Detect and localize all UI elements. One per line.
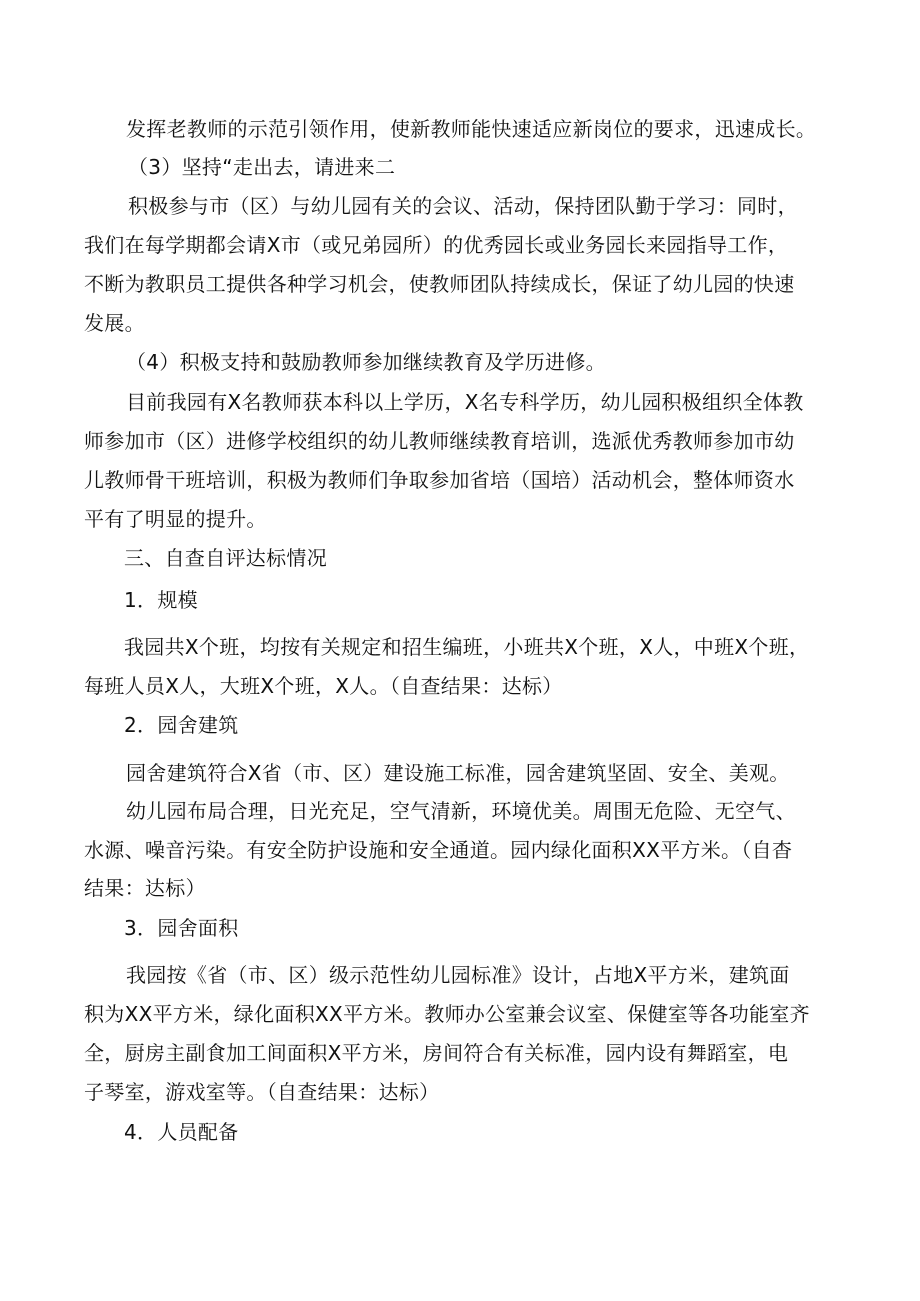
- text-line: 我园按《省（市、区）级示范性幼儿园标准》设计，占地X平方米，建筑面: [126, 963, 790, 987]
- subsection-heading: 1．规模: [124, 588, 198, 612]
- text-line: 每班人员X人，大班X个班，X人。（自查结果：达标）: [84, 674, 563, 698]
- text-line: 幼儿园布局合理，日光充足，空气清新，环境优美。周围无危险、无空气、: [126, 799, 796, 823]
- text-line: 我园共X个班，均按有关规定和招生编班，小班共X个班，X人，中班X个班，: [124, 635, 810, 659]
- text-line: （3）坚持“走出去，请进来二: [128, 155, 396, 179]
- text-line: 积为XX平方米，绿化面积XX平方米。教师办公室兼会议室、保健室等各功能室齐: [84, 1002, 810, 1026]
- text-line: 发挥老教师的示范引领作用，使新教师能快速适应新岗位的要求，迅速成长。: [126, 117, 817, 141]
- text-line: 结果：达标）: [84, 876, 206, 900]
- text-line: 目前我园有X名教师获本科以上学历，X名专科学历，幼儿园积极组织全体教: [126, 390, 804, 414]
- text-line: 平有了明显的提升。: [84, 507, 267, 531]
- text-line: 师参加市（区）进修学校组织的幼儿教师继续教育培训，选派优秀教师参加市幼: [84, 429, 795, 453]
- text-line: 子琴室，游戏室等。（自查结果：达标）: [84, 1080, 440, 1104]
- text-line: 园舍建筑符合X省（市、区）建设施工标准，园舍建筑坚固、安全、美观。: [126, 761, 790, 785]
- text-line: 积极参与市（区）与幼儿园有关的会议、活动，保持团队勤于学习：同时，: [128, 194, 798, 218]
- text-line: 儿教师骨干班培训，积极为教师们争取参加省培（国培）活动机会，整体师资水: [84, 468, 795, 492]
- text-line: 全，厨房主副食加工间面积X平方米，房间符合有关标准，园内设有舞蹈室，电: [84, 1041, 789, 1065]
- text-line: 不断为教职员工提供各种学习机会，使教师团队持续成长，保证了幼儿园的快速: [84, 272, 795, 296]
- subsection-heading: 4．人员配备: [124, 1120, 239, 1144]
- subsection-heading: 2．园舍建筑: [124, 713, 239, 737]
- text-line: （4）积极支持和鼓励教师参加继续教育及学历进修。: [126, 350, 606, 374]
- text-line: 水源、噪音污染。有安全防护设施和安全通道。园内绿化面积XX平方米。（自杳: [84, 838, 793, 862]
- subsection-heading: 3．园舍面积: [124, 916, 239, 940]
- section-heading: 三、自查自评达标情况: [124, 546, 327, 570]
- text-line: 发展。: [84, 311, 145, 335]
- text-line: 我们在每学期都会请X市（或兄弟园所）的优秀园长或业务园长来园指导工作，: [84, 233, 789, 257]
